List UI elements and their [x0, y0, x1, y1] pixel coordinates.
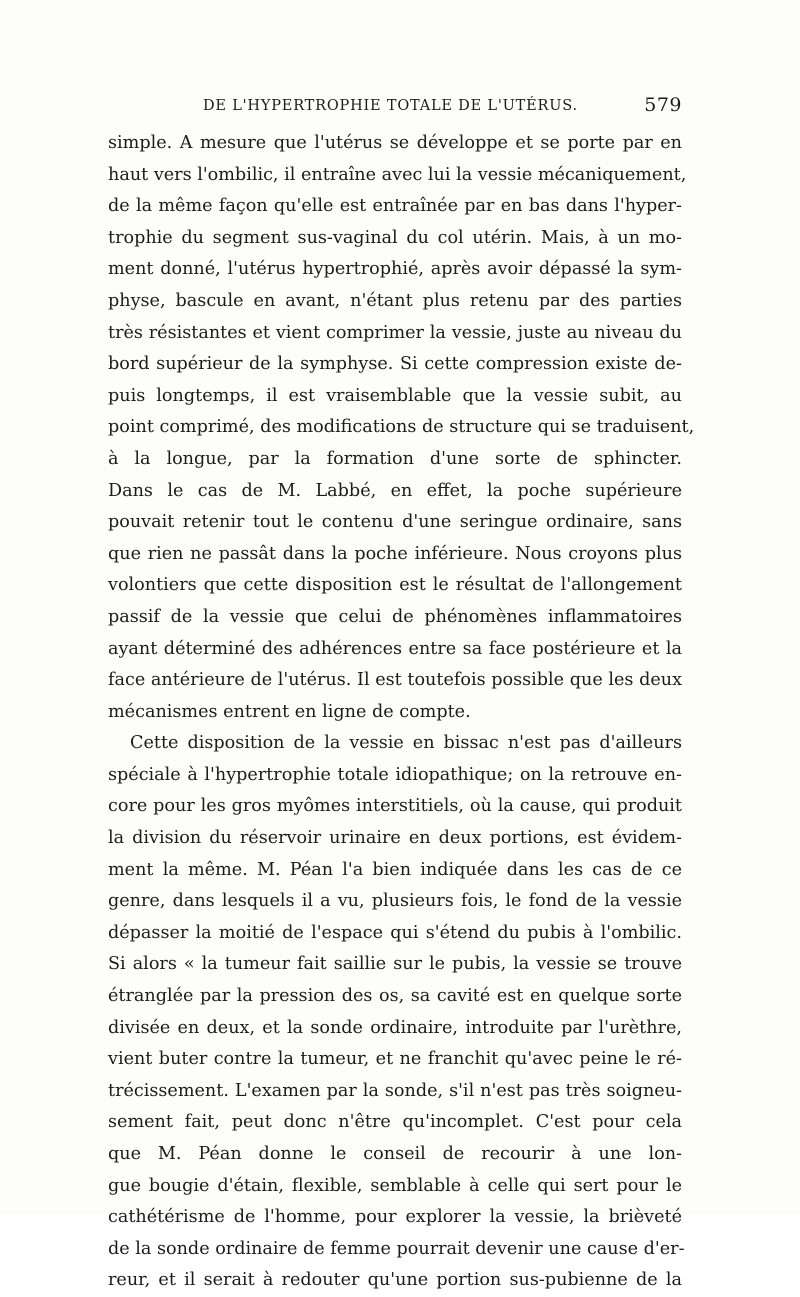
text-line: de la même façon qu'elle est entraînée par en bas dans l'hyper-: [108, 196, 682, 217]
text-line: de la sonde ordinaire de femme pourrait devenir une cause d'er-: [108, 1238, 685, 1259]
text-line: trécissement. L'examen par la sonde, s'il n'est pas très soigneu-: [108, 1080, 682, 1101]
text-line: spéciale à l'hypertrophie totale idiopathique; on la retrouve en-: [108, 764, 682, 785]
text-line: que M. Péan donne le conseil de recourir à une lon-: [108, 1144, 682, 1164]
text-line: Si alors « la tumeur fait saillie sur le pubis, la vessie se trouve: [108, 954, 682, 975]
paragraph: [108, 128, 695, 728]
text-line: passif de la vessie que celui de phénomènes inflammatoires: [108, 606, 682, 627]
text-line: puis longtemps, il est vraisemblable que la vessie subit, au: [108, 385, 682, 406]
running-title: DE L'HYPERTROPHIE TOTALE DE L'UTÉRUS.: [203, 98, 578, 114]
text-line: face antérieure de l'utérus. Il est toutefois possible que les deux: [108, 670, 682, 691]
body-text: [108, 128, 695, 1297]
page-number: 579: [644, 94, 682, 116]
text-line: ment donné, l'utérus hypertrophié, après avoir dépassé la sym-: [108, 259, 682, 280]
text-line: ment la même. M. Péan l'a bien indiquée dans les cas de ce: [108, 859, 682, 880]
paragraph-container: [108, 128, 695, 1297]
text-line: haut vers l'ombilic, il entraîne avec lui la vessie mécaniquement,: [108, 164, 687, 185]
text-line: pouvait retenir tout le contenu d'une seringue ordinaire, sans: [108, 512, 682, 533]
text-line: ayant déterminé des adhérences entre sa face postérieure et la: [108, 638, 682, 659]
text-line: bord supérieur de la symphyse. Si cette compression existe de-: [108, 354, 682, 375]
text-line: sement fait, peut donc n'être qu'incomplet. C'est pour cela: [108, 1112, 682, 1133]
text-line: simple. A mesure que l'utérus se développe et se porte par en: [108, 133, 682, 153]
running-header: [108, 96, 682, 120]
text-line: que rien ne passât dans la poche inférieure. Nous croyons plus: [108, 543, 682, 564]
text-line: Dans le cas de M. Labbé, en effet, la poche supérieure: [108, 480, 682, 501]
text-line: volontiers que cette disposition est le résultat de l'allongement: [108, 575, 682, 596]
text-line: mécanismes entrent en ligne de compte.: [108, 701, 471, 722]
text-line: dépasser la moitié de l'espace qui s'étend du pubis à l'ombilic.: [108, 922, 682, 943]
text-line: vient buter contre la tumeur, et ne franchit qu'avec peine le ré-: [108, 1049, 682, 1070]
text-line: reur, et il serait à redouter qu'une portion sus-pubienne de la: [108, 1270, 682, 1291]
text-line: étranglée par la pression des os, sa cavité est en quelque sorte: [108, 986, 682, 1007]
text-line: Cette disposition de la vessie en bissac n'est pas d'ailleurs: [130, 733, 682, 754]
text-line: très résistantes et vient comprimer la vessie, juste au niveau du: [108, 322, 682, 343]
text-line: genre, dans lesquels il a vu, plusieurs fois, le fond de la vessie: [108, 891, 682, 912]
text-line: gue bougie d'étain, flexible, semblable à celle qui sert pour le: [108, 1175, 682, 1196]
text-line: à la longue, par la formation d'une sorte de sphincter.: [108, 448, 682, 469]
paragraph: [108, 728, 685, 1297]
text-line: trophie du segment sus-vaginal du col utérin. Mais, à un mo-: [108, 227, 682, 248]
text-line: point comprimé, des modifications de structure qui se traduisent,: [108, 417, 695, 438]
text-line: divisée en deux, et la sonde ordinaire, introduite par l'urèthre,: [108, 1017, 682, 1038]
text-line: physe, bascule en avant, n'étant plus retenu par des parties: [108, 290, 682, 311]
text-line: la division du réservoir urinaire en deux portions, est évidem-: [108, 828, 682, 849]
text-line: core pour les gros myômes interstitiels, où la cause, qui produit: [108, 796, 682, 817]
text-line: cathétérisme de l'homme, pour explorer la vessie, la brièveté: [108, 1207, 682, 1228]
